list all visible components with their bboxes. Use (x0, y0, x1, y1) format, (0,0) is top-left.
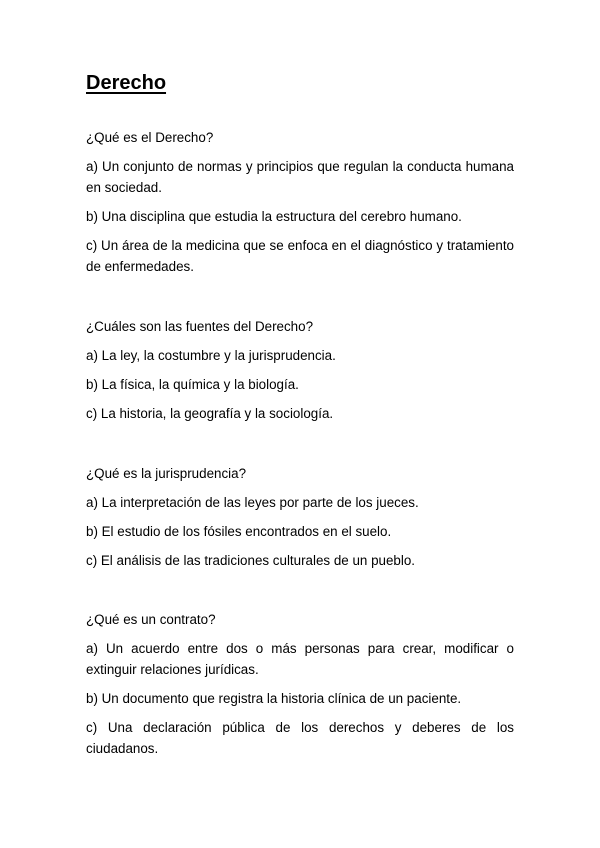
option-c: c) La historia, la geografía y la sociología. (86, 406, 334, 421)
option-c: c) El análisis de las tradiciones culturales de un pueblo. (86, 553, 415, 568)
question-text: ¿Qué es la jurisprudencia? (86, 466, 247, 481)
option-c: c) Una declaración pública de los derechos y deberes de los ciudadanos. (86, 720, 514, 756)
option-c: c) Un área de la medicina que se enfoca en el diagnóstico y tratamiento de enfermedades. (86, 238, 514, 274)
option-a: a) La ley, la costumbre y la jurisprudencia. (86, 348, 336, 363)
option-b: b) Una disciplina que estudia la estructura del cerebro humano. (86, 209, 462, 224)
option-a: a) Un conjunto de normas y principios que regulan la conducta humana en sociedad. (86, 159, 514, 195)
option-b: b) Un documento que registra la historia clínica de un paciente. (86, 691, 462, 706)
question-block (86, 316, 514, 432)
option-a: a) La interpretación de las leyes por parte de los jueces. (86, 495, 419, 510)
question-text: ¿Qué es el Derecho? (86, 130, 214, 145)
question-block (86, 609, 514, 767)
question-block (86, 127, 514, 285)
question-block (86, 463, 514, 579)
option-a: a) Un acuerdo entre dos o más personas para crear, modificar o extinguir relaciones jurídicas. (86, 641, 514, 677)
option-b: b) El estudio de los fósiles encontrados en el suelo. (86, 524, 392, 539)
question-text: ¿Cuáles son las fuentes del Derecho? (86, 319, 314, 334)
option-b: b) La física, la química y la biología. (86, 377, 299, 392)
page-title: Derecho (86, 72, 167, 94)
question-text: ¿Qué es un contrato? (86, 612, 216, 627)
